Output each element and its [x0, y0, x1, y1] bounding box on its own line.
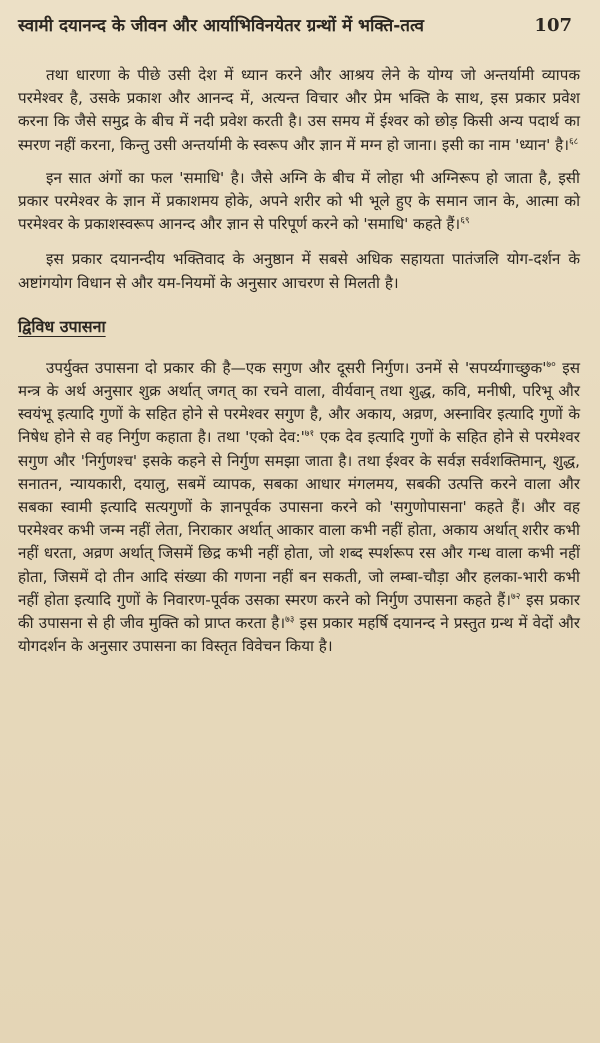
paragraph-samadhi: [18, 167, 580, 237]
paragraph-text-part: एक देव इत्यादि गुणों के सहित होने से परमेश्वर सगुण और 'निर्गुणश्च' इसके कहने से निर्गुण समझा जाता है। तथा ईश्वर के सर्वज्ञ सर्वशक्तिमान्, शुद्ध, सनातन, न्यायकारी, दयालु, सबमें व्यापक, सबका आधार मंगलमय, सबकी उत्पत्ति करने वाला और सबका स्वामी इत्यादि सत्यगुणों के ज्ञानपूर्वक उपासना करने को 'सगुणोपासना' कहते हैं। और वह परमेश्वर कभी जन्म नहीं लेता, निराकार अर्थात् आकार वाला कभी नहीं होता, अकाय अर्थात् शरीर कभी नहीं धरता, अव्रण अर्थात् जिसमें छिद्र कभी नहीं होता, जो शब्द स्पर्शरूप रस और गन्ध वाला कभी नहीं होता, जिसमें दो तीन आदि संख्या की गणना नहीं बन सकती, जो लम्बा-चौड़ा और हलका-भारी कभी नहीं होता इत्यादि गुणों के निवारण-पूर्वक उसका स्मरण करने को निर्गुण उपासना कहते हैं।: [18, 428, 580, 609]
footnote-marker: ६९: [460, 216, 470, 227]
footnote-marker: ७०: [546, 359, 556, 370]
running-title: स्वामी दयानन्द के जीवन और आर्याभिविनयेतर ग्रन्थों में भक्ति-तत्व: [18, 16, 424, 36]
page-number: 107: [534, 15, 572, 36]
paragraph-dhyana: [18, 64, 580, 157]
paragraph-text: तथा धारणा के पीछे उसी देश में ध्यान करने और आश्रय लेने के योग्य जो अन्तर्यामी व्यापक परमेश्वर है, उसके प्रकाश और आनन्द में, अत्यन्त विचार और प्रेम भक्ति के साथ, इस प्रकार प्रवेश करना कि जैसे समुद्र के बीच में नदी प्रवेश करती है। उस समय में ईश्वर को छोड़ किसी अन्य पदार्थ का स्मरण नहीं करना, किन्तु उसी अन्तर्यामी के स्वरूप और ज्ञान में मग्न हो जाना। इसी का नाम 'ध्यान' है।: [18, 66, 580, 154]
paragraph-upasana: [18, 357, 580, 659]
paragraph-text: इस प्रकार दयानन्दीय भक्तिवाद के अनुष्ठान में सबसे अधिक सहायता पातंजलि योग-दर्शन के अष्टांगयोग विधान से और यम-नियमों के अनुसार आचरण से मिलती है।: [18, 250, 580, 292]
footnote-marker: ७२: [511, 591, 521, 602]
footnote-marker: ७१: [304, 429, 315, 440]
paragraph-bhaktivad: [18, 248, 580, 294]
paragraph-text-part: उपर्युक्त उपासना दो प्रकार की है—एक सगुण और दूसरी निर्गुण। उनमें से 'सपर्य्यगाच्छुक': [46, 358, 547, 377]
paragraph-text-part: इस मन्त्र के अर्थ अनुसार शुक्र अर्थात् जगत् का रचने वाला, वीर्यवान् तथा शुद्ध, कवि, मनीषी, परिभू और स्वयंभू इत्यादि गुणों के सहित होने से परमेश्वर सगुण है, और अकाय, अव्रण, अस्नाविर इत्यादि गुणों के निषेध होने से वह निर्गुण कहाता है। तथा 'एको देव:': [18, 358, 580, 447]
running-header: [18, 14, 580, 38]
footnote-marker: ७३: [285, 615, 295, 625]
paragraph-text: इन सात अंगों का फल 'समाधि' है। जैसे अग्नि के बीच में लोहा भी अग्निरूप हो जाता है, इसी प्रकार परमेश्वर के ज्ञान में प्रकाशमय होके, अपने शरीर को भी भूले हुए के समान जान के, आत्मा को परमेश्वर के प्रकाशस्वरूप आनन्द और ज्ञान से परिपूर्ण करने को 'समाधि' कहते हैं।: [18, 168, 580, 234]
section-heading: द्विविध उपासना: [18, 316, 106, 336]
paragraph-text-part: इस प्रकार महर्षि दयानन्द ने प्रस्तुत ग्रन्थ में वेदों और योगदर्शन के अनुसार उपासना का विस्तृत विवेचन किया है।: [18, 614, 581, 656]
paragraph-text-part: इस प्रकार की उपासना से ही जीव मुक्ति को प्राप्त करता है।: [18, 590, 580, 633]
footnote-marker: ६८: [568, 136, 579, 147]
